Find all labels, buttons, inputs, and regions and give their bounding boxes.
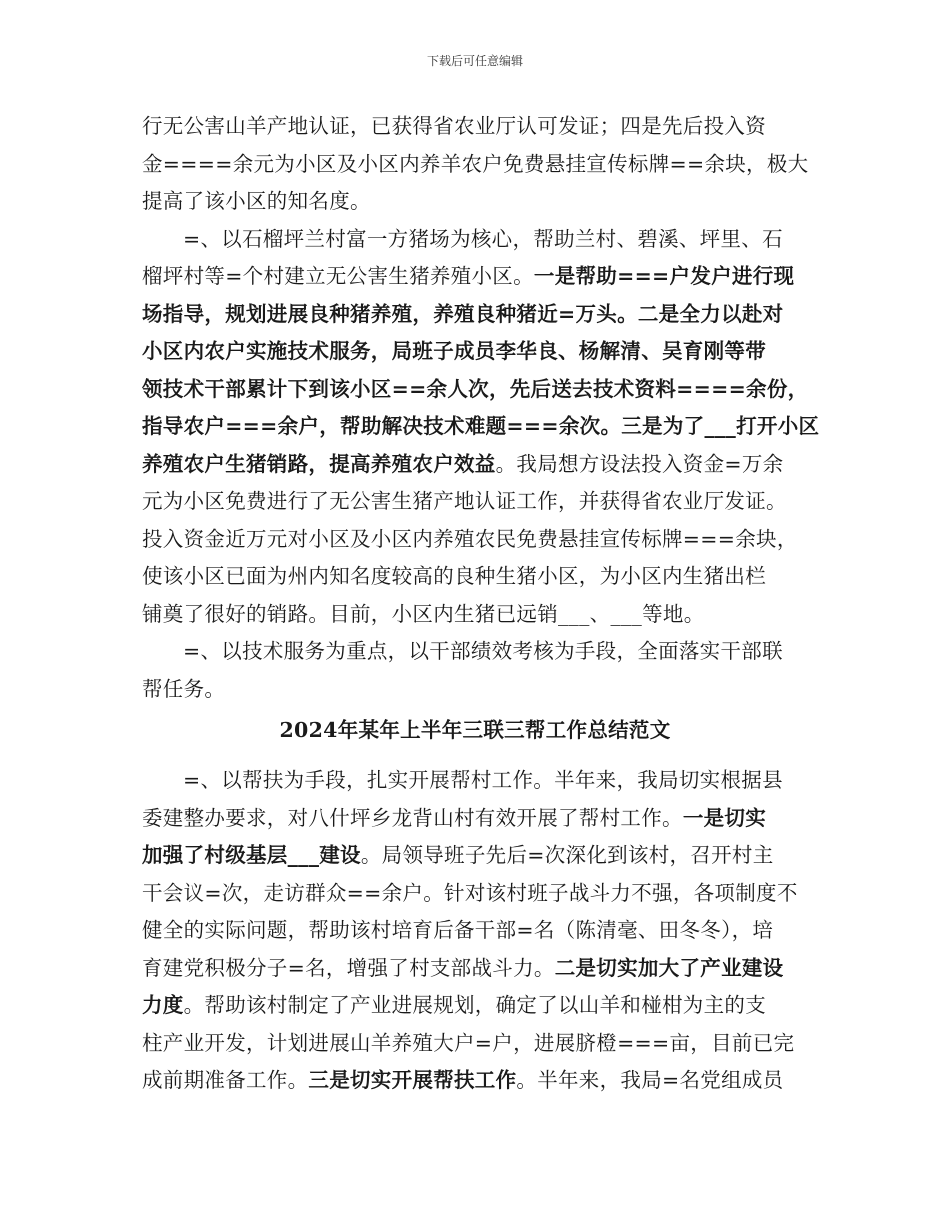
- text-line: 使该小区已面为州内知名度较高的良种生猪小区，为小区内生猪出栏: [142, 564, 766, 588]
- text-line: 领技术干部累计下到该小区==余人次，先后送去技术资料====余份，: [142, 376, 809, 401]
- text-line: 提高了该小区的知名度。: [142, 189, 371, 213]
- text-line: 小区内农户实施技术服务，局班子成员李华良、杨解清、吴育刚等带: [142, 339, 766, 363]
- text-line: 榴坪村等=个村建立无公害生猪养殖小区。一是帮助===户发户进行现: [142, 264, 795, 288]
- text-line: 场指导，规划进展良种猪养殖，养殖良种猪近=万头。二是全力以赴对: [142, 301, 784, 326]
- text-line: 委建整办要求，对八什坪乡龙背山村有效开展了帮村工作。一是切实: [142, 805, 767, 830]
- paragraph-start-line: =、以石榴坪兰村富一方猪场为核心，帮助兰村、碧溪、坪里、石: [183, 226, 783, 251]
- document-body-section-2: [142, 762, 814, 1100]
- text-line: 干会议=次，走访群众==余户。针对该村班子战斗力不强，各项制度不: [142, 880, 798, 905]
- text-line: 健全的实际问题，帮助该村培育后备干部=名（陈清毫、田冬冬），培: [142, 918, 774, 942]
- text-line: 柱产业开发，计划进展山羊养殖大户=户，进展脐橙===亩，目前已完: [142, 1030, 795, 1055]
- text-line: 养殖农户生猪销路，提高养殖农户效益。我局想方设法投入资金=万余: [142, 451, 784, 476]
- text-line: 铺奠了很好的销路。目前，小区内生猪已远销___、___等地。: [142, 601, 705, 626]
- text-line: 行无公害山羊产地认证，已获得省农业厅认可发证；四是先后投入资: [142, 114, 766, 138]
- text-line: 投入资金近万元对小区及小区内养殖农民免费悬挂宣传标牌===余块，: [142, 526, 798, 551]
- text-line: 力度。帮助该村制定了产业进展规划，确定了以山羊和椪柑为主的支: [142, 993, 767, 1017]
- paragraph-start-line: =、以技术服务为重点，以干部绩效考核为手段，全面落实干部联: [183, 639, 783, 663]
- paragraph-start-line: =、以帮扶为手段，扎实开展帮村工作。半年来，我局切实根据县: [183, 768, 783, 792]
- text-line: 育建党积极分子=名，增强了村支部战斗力。二是切实加大了产业建设: [142, 955, 784, 980]
- text-line: 帮任务。: [142, 676, 226, 701]
- text-line: 元为小区免费进行了无公害生猪产地认证工作，并获得省农业厅发证。: [142, 489, 787, 513]
- text-line: 加强了村级基层___建设。局领导班子先后=次深化到该村，召开村主: [142, 843, 774, 867]
- document-title: 2024年某年上半年三联三帮工作总结范文: [279, 718, 671, 742]
- page-header-note: 下载后可任意编辑: [426, 54, 523, 68]
- document-body-section-1: [142, 108, 820, 708]
- text-line: 金====余元为小区及小区内养羊农户免费悬挂宣传标牌==余块，极大: [142, 151, 809, 176]
- text-line: 成前期准备工作。三是切实开展帮扶工作。半年来，我局=名党组成员: [142, 1068, 784, 1092]
- text-line: 指导农户===余户，帮助解决技术难题===余次。三是为了___打开小区: [142, 414, 820, 438]
